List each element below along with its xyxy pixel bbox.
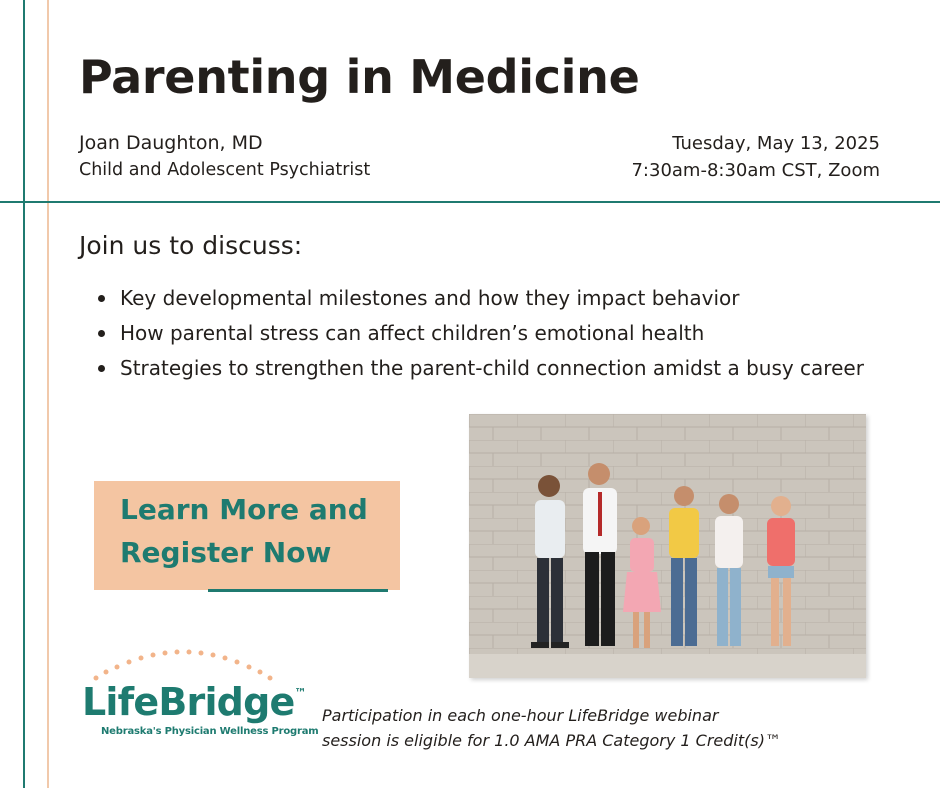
logo-tagline: Nebraska's Physician Wellness Program (101, 726, 319, 737)
logo-trademark: ™ (294, 686, 307, 700)
event-time: 7:30am-8:30am CST, Zoom (631, 160, 880, 181)
left-peach-rule (47, 0, 49, 788)
page-title: Parenting in Medicine (79, 50, 640, 104)
credit-note-line-1: Participation in each one-hour LifeBridge webinar (322, 706, 719, 725)
logo-wordmark: LifeBridge (82, 680, 295, 724)
credit-note (322, 703, 781, 753)
discussion-heading: Join us to discuss: (79, 231, 303, 260)
event-date: Tuesday, May 13, 2025 (672, 133, 880, 154)
speaker-role: Child and Adolescent Psychiatrist (79, 160, 371, 180)
learn-more-register-button[interactable] (94, 481, 400, 590)
family-photo-illustration (469, 414, 866, 678)
cta-underline (208, 589, 388, 592)
list-item: Key developmental milestones and how they impact behavior (92, 281, 882, 316)
credit-note-line-2: session is eligible for 1.0 AMA PRA Category 1 Credit(s)™ (322, 731, 781, 750)
cta-label-line-2: Register Now (120, 536, 332, 569)
logo-arc-dots (82, 648, 282, 682)
cta-label-line-1: Learn More and (120, 493, 368, 526)
list-item: Strategies to strengthen the parent-child connection amidst a busy career (92, 351, 882, 386)
family-photo (469, 414, 866, 678)
list-item: How parental stress can affect children’s emotional health (92, 316, 882, 351)
header-divider (0, 201, 940, 203)
lifebridge-logo (82, 680, 306, 724)
speaker-name: Joan Daughton, MD (79, 132, 263, 154)
left-teal-rule (23, 0, 25, 788)
discussion-topic-list (92, 281, 882, 386)
